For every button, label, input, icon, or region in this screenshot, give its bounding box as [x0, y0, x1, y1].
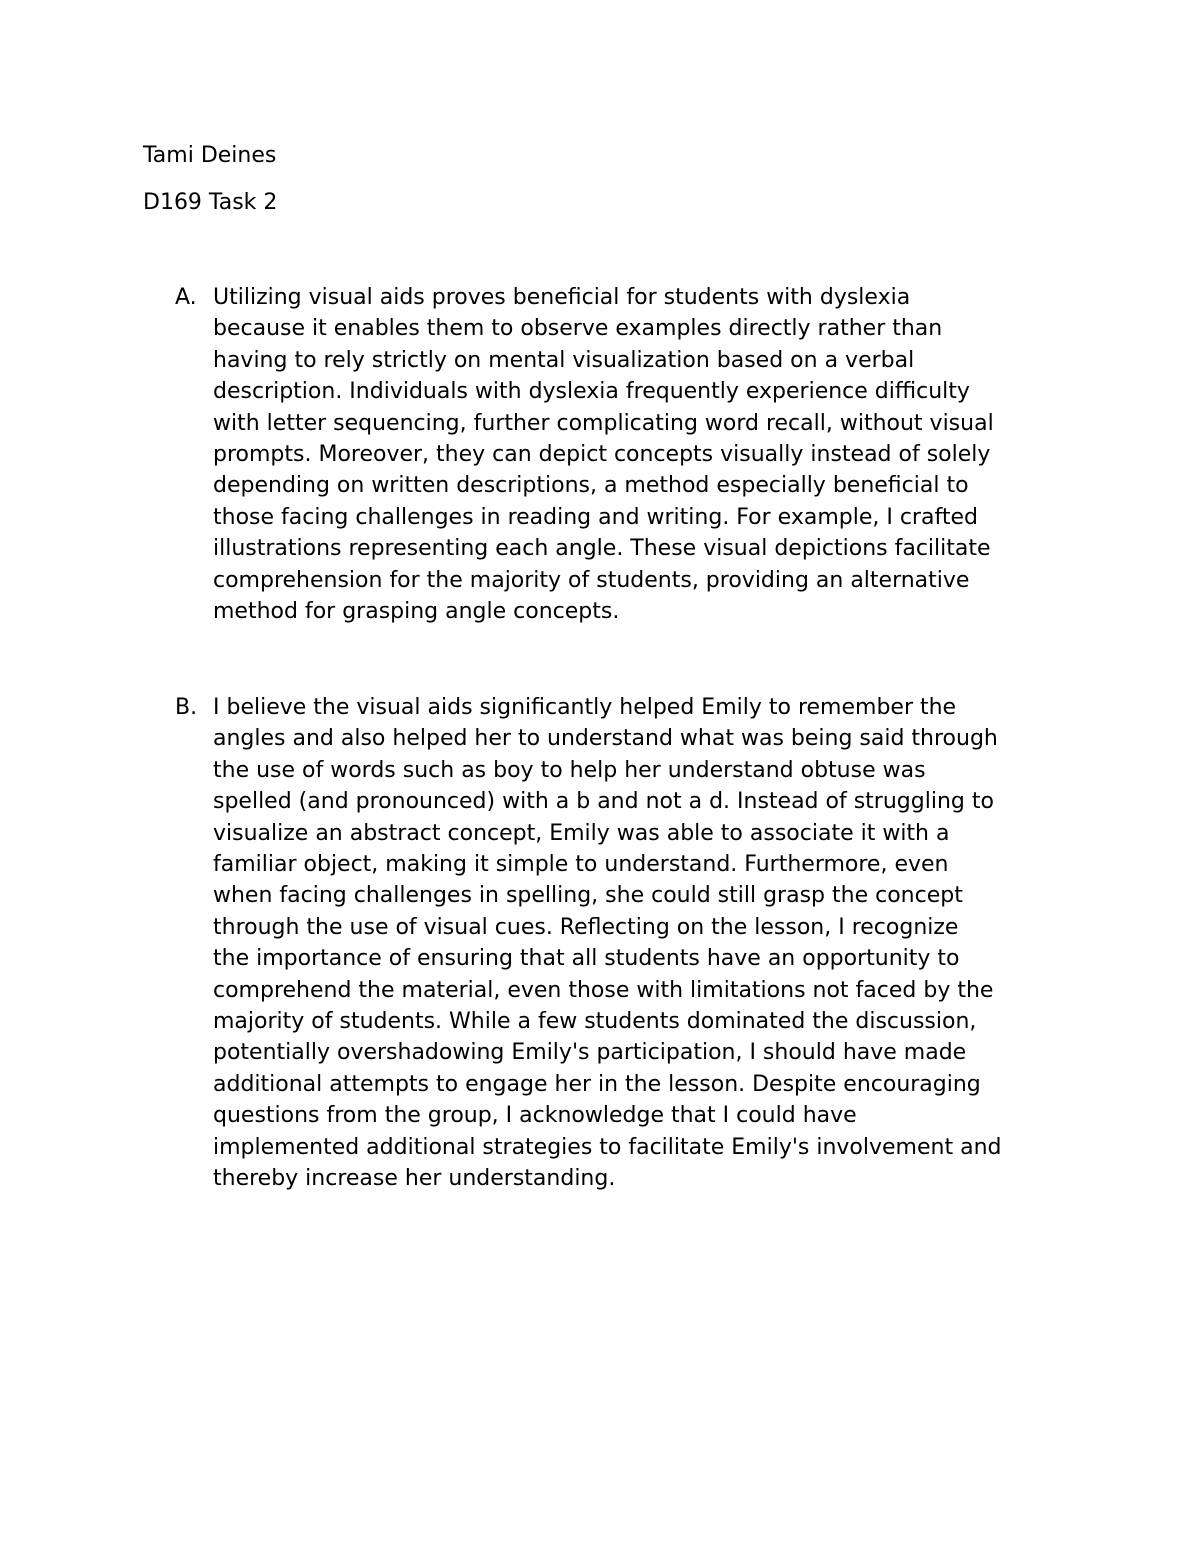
text-line: questions from the group, I acknowledge that I could have	[213, 1103, 857, 1129]
text-line: through the use of visual cues. Reflecting on the lesson, I recognize	[213, 914, 959, 940]
text-line: when facing challenges in spelling, she could still grasp the concept	[213, 883, 963, 909]
list-item-a-text	[213, 282, 1063, 627]
text-line: majority of students. While a few students dominated the discussion,	[213, 1009, 977, 1035]
text-line: visualize an abstract concept, Emily was able to associate it with a	[213, 820, 950, 846]
text-line: potentially overshadowing Emily's participation, I should have made	[213, 1040, 967, 1066]
text-line: angles and also helped her to understand what was being said through	[213, 726, 998, 752]
list-marker-b: B.	[175, 695, 198, 720]
text-line: description. Individuals with dyslexia frequently experience difficulty	[213, 379, 970, 405]
text-line: Utilizing visual aids proves beneficial for students with dyslexia	[213, 285, 911, 310]
list-item-b	[143, 692, 1063, 1195]
text-line: the use of words such as boy to help her understand obtuse was	[213, 757, 926, 783]
text-line: illustrations representing each angle. These visual depictions facilitate	[213, 536, 991, 562]
text-line: comprehend the material, even those with limitations not faced by the	[213, 977, 994, 1003]
text-line: thereby increase her understanding.	[213, 1166, 616, 1192]
text-line: additional attempts to engage her in the lesson. Despite encouraging	[213, 1071, 981, 1097]
text-line: prompts. Moreover, they can depict concepts visually instead of solely	[213, 442, 991, 468]
text-line: familiar object, making it simple to understand. Furthermore, even	[213, 852, 949, 878]
text-line: the importance of ensuring that all students have an opportunity to	[213, 946, 960, 972]
list-item-b-text	[213, 692, 1063, 1195]
text-line: because it enables them to observe examples directly rather than	[213, 316, 943, 342]
text-line: with letter sequencing, further complicating word recall, without visual	[213, 410, 994, 436]
list-item-a	[143, 282, 1063, 627]
text-line: spelled (and pronounced) with a b and not a d. Instead of struggling to	[213, 789, 994, 815]
course-title: D169 Task 2	[143, 190, 278, 215]
text-line: having to rely strictly on mental visualization based on a verbal	[213, 347, 915, 373]
list-marker-a: A.	[175, 285, 197, 310]
author-name: Tami Deines	[143, 143, 277, 168]
text-line: method for grasping angle concepts.	[213, 599, 620, 625]
text-line: those facing challenges in reading and writing. For example, I crafted	[213, 504, 978, 530]
text-line: implemented additional strategies to facilitate Emily's involvement and	[213, 1134, 1002, 1160]
text-line: I believe the visual aids significantly helped Emily to remember the	[213, 695, 957, 720]
text-line: depending on written descriptions, a method especially beneficial to	[213, 473, 969, 499]
text-line: comprehension for the majority of students, providing an alternative	[213, 567, 970, 593]
